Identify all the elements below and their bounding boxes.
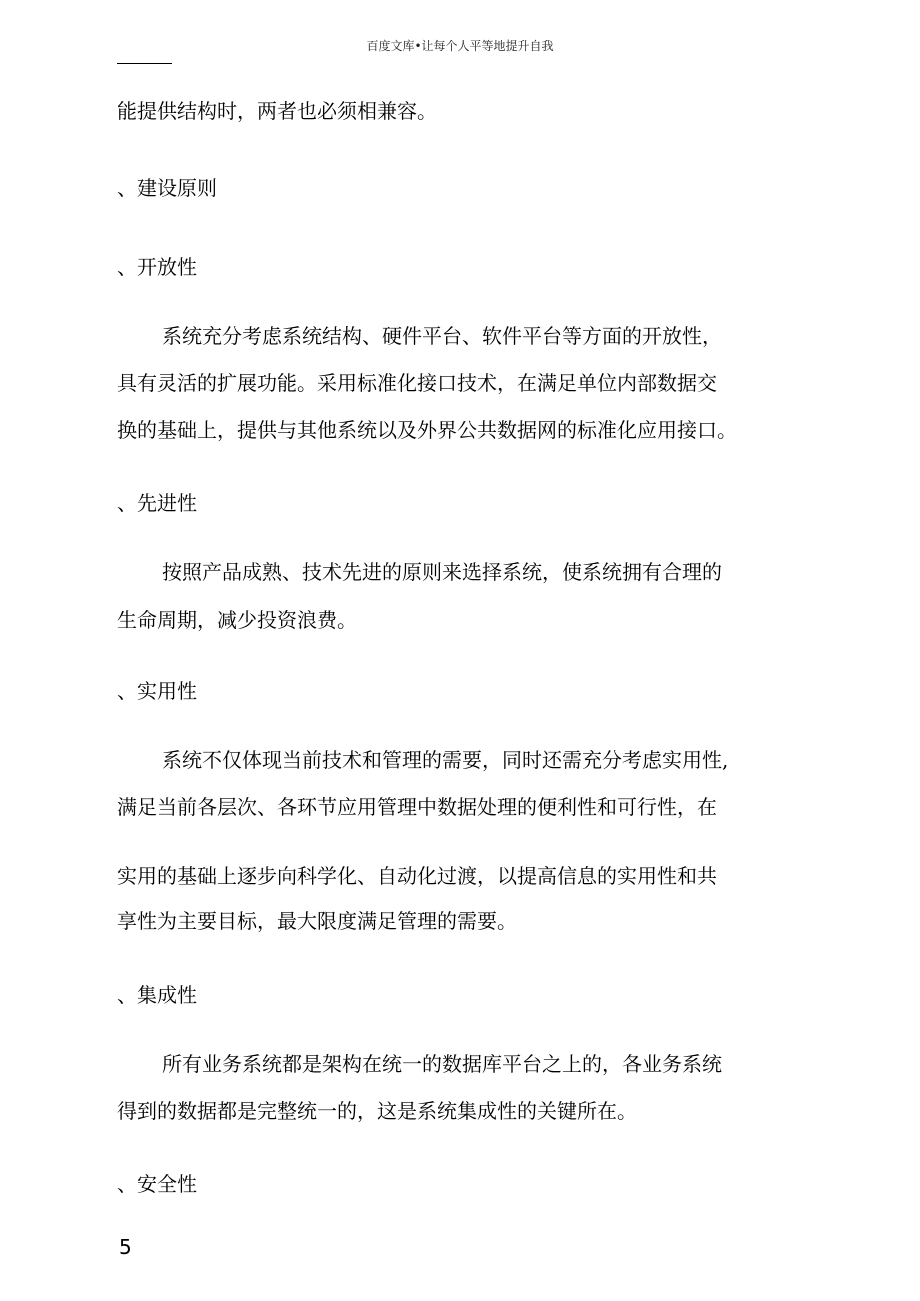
paragraph-line: 换的基础上，提供与其他系统以及外界公共数据网的标准化应用接口。 xyxy=(117,418,737,442)
header-divider xyxy=(117,63,172,64)
paragraph-line: 所有业务系统都是架构在统一的数据库平台之上的，各业务系统 xyxy=(162,1052,722,1076)
paragraph-line: 系统充分考虑系统结构、硬件平台、软件平台等方面的开放性， xyxy=(162,324,722,348)
paragraph-line: 按照产品成熟、技术先进的原则来选择系统，使系统拥有合理的 xyxy=(162,560,722,584)
paragraph-line: 系统不仅体现当前技术和管理的需要，同时还需充分考虑实用性, xyxy=(162,748,729,772)
paragraph-line: 实用的基础上逐步向科学化、自动化过渡，以提高信息的实用性和共 xyxy=(117,864,717,888)
heading-advanced: 、先进性 xyxy=(117,491,197,515)
heading-security: 、安全性 xyxy=(117,1172,197,1196)
paragraph-line: 享性为主要目标，最大限度满足管理的需要。 xyxy=(117,909,517,933)
continuation-text: 能提供结构时，两者也必须相兼容。 xyxy=(117,99,437,123)
page-header: 百度文库•让每个人平等地提升自我 xyxy=(366,39,554,53)
heading-practical: 、实用性 xyxy=(117,679,197,703)
heading-openness: 、开放性 xyxy=(117,255,197,279)
paragraph-line: 具有灵活的扩展功能。采用标准化接口技术，在满足单位内部数据交 xyxy=(117,371,717,395)
page-number: 5 xyxy=(119,1235,132,1259)
section-title: 、建设原则 xyxy=(117,176,217,200)
heading-integration: 、集成性 xyxy=(117,983,197,1007)
paragraph-line: 满足当前各层次、各环节应用管理中数据处理的便利性和可行性，在 xyxy=(117,795,717,819)
paragraph-line: 生命周期，减少投资浪费。 xyxy=(117,608,357,632)
paragraph-line: 得到的数据都是完整统一的，这是系统集成性的关键所在。 xyxy=(117,1099,637,1123)
